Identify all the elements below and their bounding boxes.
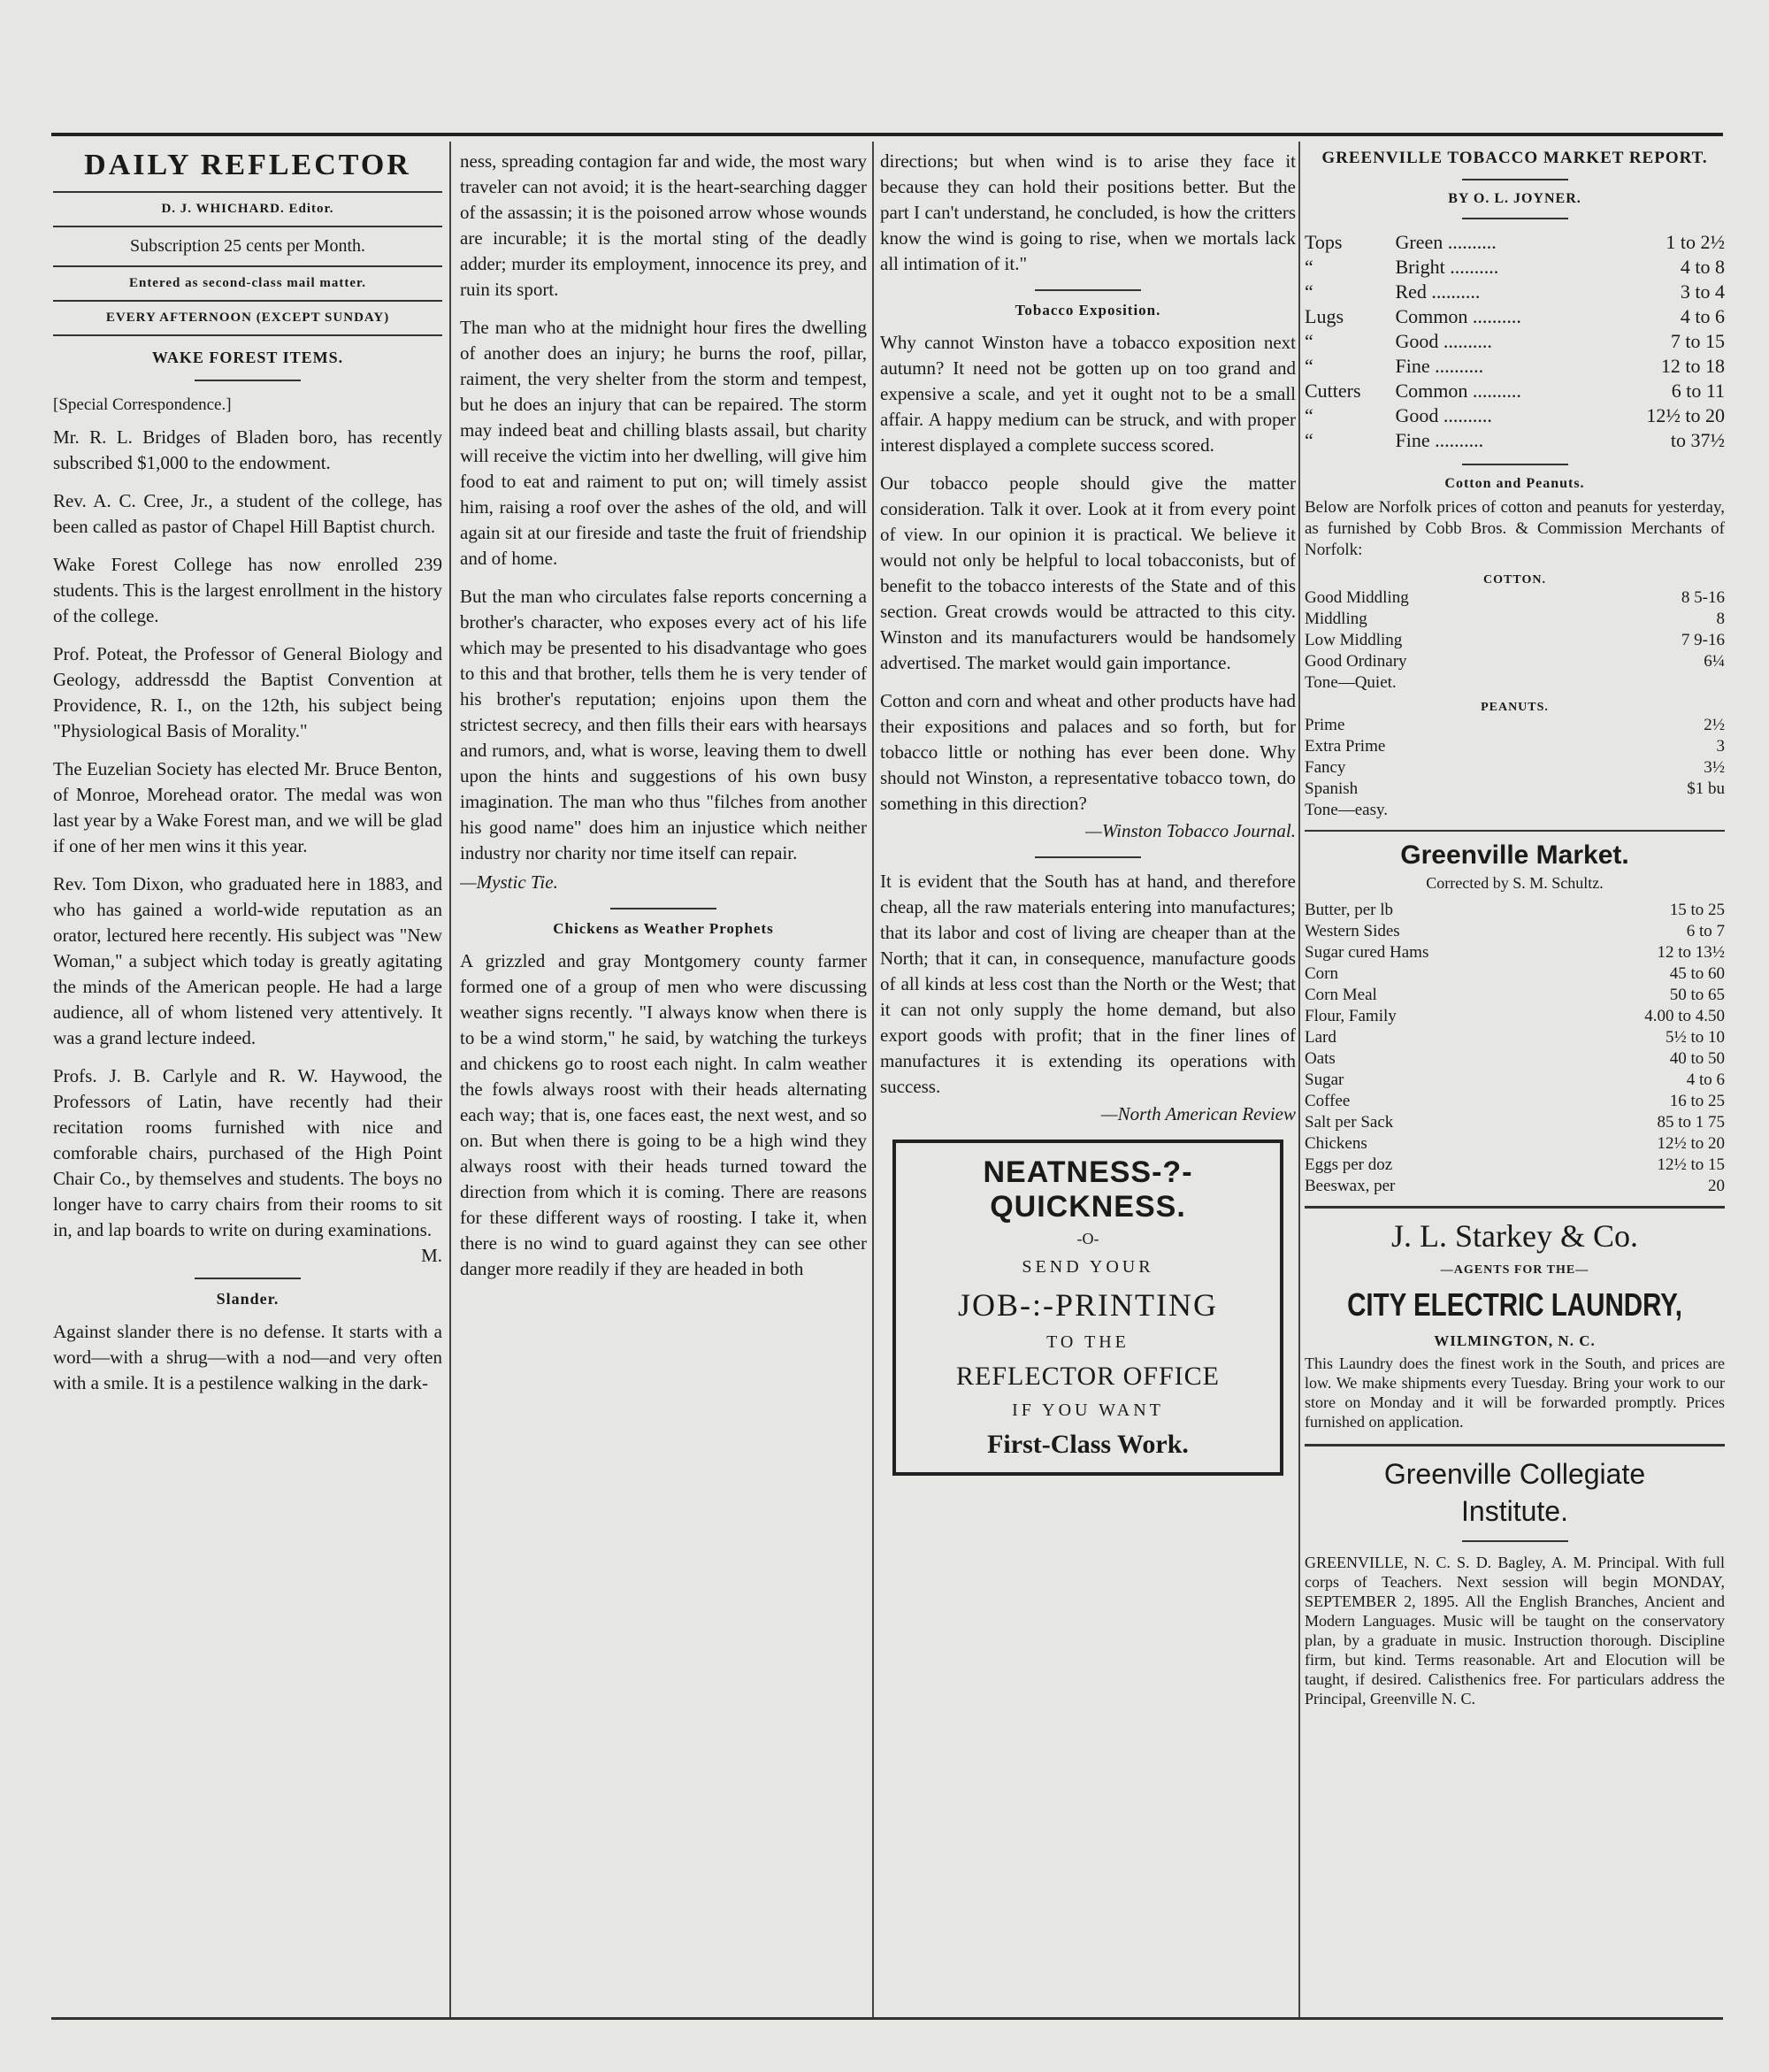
- peanut-row: [1305, 736, 1725, 757]
- peanut-row-price: 2½: [1704, 716, 1725, 734]
- market-row-label: Salt per Sack: [1305, 1113, 1394, 1132]
- tobacco-category: “: [1305, 404, 1313, 426]
- market-row: [1305, 1091, 1725, 1112]
- market-row-label: Sugar cured Hams: [1305, 943, 1429, 962]
- south-text: It is evident that the South has at hand, and therefore cheap, all the raw materials entering into manufactures; that its labor and cost of living are cheaper than at the North; that it can, in consequence, manufacture goods of all kinds at less cost than the North or the West; that it can not only supply the home demand, but also export goods with profit; that in the finer lines of manufactures it is extending its operations with success.: [880, 871, 1296, 1097]
- cotton-heading: COTTON.: [1483, 573, 1546, 587]
- masthead-editor: D. J. WHICHARD. Editor.: [161, 202, 334, 216]
- ad-to-the: TO THE: [1046, 1332, 1130, 1352]
- peanut-row: [1305, 757, 1725, 779]
- laundry-name: CITY ELECTRIC LAUNDRY,: [1347, 1286, 1682, 1323]
- market-row: [1305, 985, 1725, 1006]
- column-divider: [872, 142, 874, 2017]
- cotton-peanuts-intro: Below are Norfolk prices of cotton and peanuts for yesterday, as furnished by Cobb Bros. & Commission Merchants of Norfolk:: [1305, 498, 1725, 559]
- greenville-market-heading: Greenville Market.: [1400, 840, 1629, 870]
- masthead-schedule: EVERY AFTERNOON (EXCEPT SUNDAY): [105, 311, 390, 325]
- tobacco-price-row: [1305, 255, 1725, 280]
- tobacco-price-row: [1305, 379, 1725, 403]
- wake-forest-paragraph: Mr. R. L. Bridges of Bladen boro, has recently subscribed $1,000 to the endowment.: [53, 426, 442, 473]
- market-row-label: Corn Meal: [1305, 986, 1377, 1004]
- tobacco-expo-paragraph: Why cannot Winston have a tobacco exposition next autumn? It need not be gotten up on too grand and expensive a scale, and yet it ought not to be a small affair. A happy medium can be struck, and with proper interest displayed a complete success scored.: [880, 332, 1296, 456]
- tobacco-expo-source: —Winston Tobacco Journal.: [1085, 820, 1296, 841]
- column-1: [53, 149, 442, 1408]
- wake-forest-paragraph: Rev. A. C. Cree, Jr., a student of the college, has been called as pastor of Chapel Hill Baptist church.: [53, 490, 442, 537]
- column-divider: [449, 142, 451, 2017]
- cotton-row-label: Low Middling: [1305, 631, 1403, 649]
- tobacco-expo-heading: Tobacco Exposition.: [1015, 302, 1161, 318]
- peanut-row-price: [1594, 800, 1726, 821]
- peanut-row-label: Prime: [1305, 716, 1345, 734]
- tobacco-price-row: [1305, 280, 1725, 304]
- tobacco-market-table: [1305, 230, 1725, 453]
- tobacco-market-heading: GREENVILLE TOBACCO MARKET REPORT.: [1321, 149, 1708, 167]
- tobacco-grade: Fine ..........: [1395, 355, 1484, 377]
- wake-forest-signature: M.: [421, 1245, 442, 1266]
- market-row: [1305, 942, 1725, 963]
- tobacco-market-byline: BY O. L. JOYNER.: [1448, 191, 1581, 206]
- tobacco-grade: Good ..........: [1395, 404, 1492, 426]
- wake-forest-paragraph: The Euzelian Society has elected Mr. Bruce Benton, of Monroe, Morehead orator. The medal was won last year by a Wake Forest man, and we will be glad if one of her men wins it this year.: [53, 758, 442, 856]
- market-row-label: Beeswax, per: [1305, 1177, 1396, 1195]
- market-row: [1305, 1027, 1725, 1048]
- tobacco-price-row: [1305, 403, 1725, 428]
- bottom-rule: [51, 2017, 1723, 2020]
- column-2: [460, 149, 867, 1294]
- tobacco-price: 4 to 6: [1680, 305, 1725, 327]
- tobacco-category: “: [1305, 429, 1313, 451]
- starkey-name: J. L. Starkey & Co.: [1391, 1218, 1638, 1254]
- market-row-label: Coffee: [1305, 1092, 1351, 1110]
- ad-if-you-want: IF YOU WANT: [1012, 1401, 1164, 1420]
- cotton-row-label: Tone—Quiet.: [1305, 673, 1397, 692]
- cotton-row-label: Middling: [1305, 610, 1367, 628]
- tobacco-category: “: [1305, 355, 1313, 377]
- market-row-price: 16 to 25: [1669, 1092, 1725, 1110]
- cotton-row: [1305, 651, 1725, 672]
- tobacco-grade: Green ..........: [1395, 231, 1497, 253]
- slander-paragraph: But the man who circulates false reports concerning a brother's character, who exposes every act of his life which may be presented to his disadvantage who goes to this and that brother, tells them he is very tender of his brother's reputation; enjoins upon them the strictest secrecy, and then fills their ears with hearsays and rumors, and, what is worse, leaving them to dwell upon the hints and suggestions of his own busy imagination. The man who thus "filches from another his good name" does him an injustice which neither industry nor charity nor time itself can repair.: [460, 586, 867, 863]
- tobacco-price: 1 to 2½: [1666, 231, 1725, 253]
- market-row-price: 20: [1708, 1177, 1725, 1195]
- tobacco-price: 7 to 15: [1670, 330, 1725, 352]
- market-row-label: Butter, per lb: [1305, 901, 1394, 919]
- market-row: [1305, 1048, 1725, 1070]
- market-row-price: 12½ to 20: [1657, 1134, 1725, 1153]
- market-row-price: 40 to 50: [1669, 1049, 1725, 1068]
- wake-forest-paragraph: Wake Forest College has now enrolled 239 students. This is the largest enrollment in the history of the college.: [53, 554, 442, 626]
- tobacco-grade: Red ..........: [1395, 280, 1481, 303]
- market-row: [1305, 1070, 1725, 1091]
- peanut-row: [1305, 715, 1725, 736]
- masthead: [53, 149, 442, 336]
- slander-source: —Mystic Tie.: [460, 871, 558, 893]
- wake-forest-paragraph: Profs. J. B. Carlyle and R. W. Haywood, the Professors of Latin, have recently had their recitation rooms furnished with nice and comforable chairs, purchased of the High Point Chair Co., by themselves and students. The boys no longer have to carry chairs from their rooms to sit in, and lap boards to write on during examinations.: [53, 1065, 442, 1240]
- wake-forest-heading: WAKE FOREST ITEMS.: [151, 349, 344, 366]
- chickens-text: A grizzled and gray Montgomery county farmer formed one of a group of men who were discussing weather signs recently. "I always know when there is to be a wind storm," he said, by watching the turkeys and chickens go to roost each night. In calm weather the fowls always roost with their heads alternating each way; that is, one faces east, the next west, and so on. But when there is going to be a high wind they always roost with their heads turned toward the direction from which it is coming. There are reasons for these different ways of roosting. I take it, when there is no wind to guard against they can see other danger more readily if they are headed in both: [460, 950, 867, 1279]
- greenville-market-byline: Corrected by S. M. Schultz.: [1426, 874, 1604, 892]
- tobacco-category: “: [1305, 256, 1313, 278]
- peanut-row-label: Extra Prime: [1305, 737, 1386, 756]
- top-rule: [51, 133, 1723, 136]
- wake-forest-byline: [Special Correspondence.]: [53, 395, 232, 414]
- cotton-row: [1305, 672, 1725, 694]
- ad-send-your: SEND YOUR: [1022, 1257, 1154, 1277]
- column-3: [880, 149, 1296, 1476]
- cotton-row-price: 8 5-16: [1681, 588, 1725, 607]
- tobacco-price-row: [1305, 354, 1725, 379]
- wake-forest-paragraph: Rev. Tom Dixon, who graduated here in 1883, and who has gained a world-wide reputation as an orator, lectured here recently. His subject was "New Woman," a subject which today is greatly agitating the minds of the American people. He had a large audience, all of whom listened very attentively. It was a grand lecture indeed.: [53, 873, 442, 1048]
- market-row-label: Oats: [1305, 1049, 1336, 1068]
- institute-text: GREENVILLE, N. C. S. D. Bagley, A. M. Principal. With full corps of Teachers. Next session will begin MONDAY, SEPTEMBER 2, 1895. All the English Branches, Ancient and Modern Languages. Music will be taught on the conservatory plan, by a graduate in music. Instruction thorough. Discipline firm, but kind. Terms reasonable. Art and Elocution will be taught, if desired. Calisthenics free. For particulars address the Principal, Greenville N. C.: [1305, 1554, 1725, 1707]
- slander-paragraph: The man who at the midnight hour fires the dwelling of another does an injury; he burns the roof, pillar, raiment, the very shelter from the storm and tempest, but he does an injury that can be repaired. The storm may indeed beat and chilling blasts assail, but charity will receive the victim into her dwelling, will give him food to eat and raiment to put on; will timely assist him, raising a roof over the ashes of the old, and will again sit at our fireside and taste the fruit of friendship and of home.: [460, 317, 867, 569]
- peanut-row-label: Tone—easy.: [1305, 801, 1388, 819]
- column-4: [1305, 149, 1725, 1721]
- peanut-row: [1305, 800, 1725, 821]
- market-row-label: Western Sides: [1305, 922, 1400, 940]
- market-row-price: 4 to 6: [1686, 1071, 1725, 1089]
- tobacco-category: “: [1305, 280, 1313, 303]
- chickens-text-continued: directions; but when wind is to arise they face it because they can hold their positions better. But the part I can't understand, he concluded, is how the critters know the wind is going to rise, when we mortals lack all intimation of it.": [880, 150, 1296, 274]
- laundry-text: This Laundry does the finest work in the South, and prices are low. We make shipments every Tuesday. Bring your work to our store on Monday and it will be forwarded promptly. Prices furnished on application.: [1305, 1354, 1725, 1431]
- market-row-label: Flour, Family: [1305, 1007, 1397, 1025]
- tobacco-category: Tops: [1305, 231, 1343, 253]
- tobacco-expo-paragraph: Cotton and corn and wheat and other products have had their expositions and palaces and so forth, but for tobacco little or nothing has ever been done. Why should not Winston, a representative tobacco town, do something in this direction?: [880, 690, 1296, 814]
- peanut-row-price: $1 bu: [1687, 779, 1725, 798]
- market-row: [1305, 1133, 1725, 1155]
- peanut-row-price: 3½: [1704, 758, 1725, 777]
- market-row: [1305, 1176, 1725, 1197]
- market-row-label: Chickens: [1305, 1134, 1367, 1153]
- cotton-peanuts-heading: Cotton and Peanuts.: [1444, 476, 1585, 491]
- market-row-label: Eggs per doz: [1305, 1155, 1393, 1174]
- cotton-row-price: 6¼: [1704, 652, 1725, 671]
- market-row-price: 5½ to 10: [1665, 1028, 1725, 1047]
- masthead-title: DAILY REFLECTOR: [84, 149, 411, 181]
- masthead-entered: Entered as second-class mail matter.: [128, 276, 367, 290]
- tobacco-category: Cutters: [1305, 380, 1361, 402]
- institute-name: Greenville Collegiate Institute.: [1383, 1458, 1646, 1527]
- tobacco-price: 3 to 4: [1680, 280, 1725, 303]
- slander-text: Against slander there is no defense. It starts with a word—with a shrug—with a nod—and very often with a smile. It is a pestilence walking in the dark-: [53, 1321, 442, 1393]
- masthead-subscription: Subscription 25 cents per Month.: [129, 236, 366, 256]
- market-row-price: 12½ to 15: [1657, 1155, 1725, 1174]
- cotton-row: [1305, 587, 1725, 609]
- market-row-label: Lard: [1305, 1028, 1336, 1047]
- peanut-row-label: Spanish: [1305, 779, 1359, 798]
- ad-o: -O-: [1076, 1230, 1099, 1247]
- cotton-row: [1305, 630, 1725, 651]
- tobacco-price: 4 to 8: [1680, 256, 1725, 278]
- greenville-market-table: [1305, 900, 1725, 1197]
- south-source: —North American Review: [1100, 1103, 1296, 1124]
- tobacco-price: to 37½: [1670, 429, 1725, 451]
- peanuts-heading: PEANUTS.: [1481, 701, 1549, 714]
- cotton-row-label: Good Ordinary: [1305, 652, 1407, 671]
- cotton-row: [1305, 609, 1725, 630]
- tobacco-grade: Common ..........: [1395, 380, 1521, 402]
- tobacco-grade: Good ..........: [1395, 330, 1492, 352]
- peanut-row-label: Fancy: [1305, 758, 1346, 777]
- cotton-row-label: Good Middling: [1305, 588, 1409, 607]
- tobacco-price: 12½ to 20: [1646, 404, 1725, 426]
- slander-heading: Slander.: [216, 1290, 280, 1308]
- job-printing-ad: [892, 1140, 1283, 1476]
- market-row: [1305, 900, 1725, 921]
- laundry-city: WILMINGTON, N. C.: [1434, 1332, 1596, 1349]
- chickens-heading: Chickens as Weather Prophets: [553, 920, 774, 937]
- cotton-table: [1305, 587, 1725, 694]
- market-row-label: Corn: [1305, 964, 1338, 983]
- market-row-price: 50 to 65: [1669, 986, 1725, 1004]
- market-row-price: 85 to 1 75: [1657, 1113, 1725, 1132]
- cotton-row-price: 7 9-16: [1681, 631, 1725, 649]
- market-row-price: 45 to 60: [1669, 964, 1725, 983]
- ad-first-class: First-Class Work.: [987, 1430, 1189, 1459]
- tobacco-grade: Bright ..........: [1395, 256, 1499, 278]
- market-row-price: 15 to 25: [1669, 901, 1725, 919]
- starkey-agents: —AGENTS FOR THE—: [1440, 1263, 1589, 1277]
- cotton-row-price: 8: [1716, 610, 1725, 628]
- peanut-row-price: 3: [1716, 737, 1725, 756]
- slander-paragraph: ness, spreading contagion far and wide, the most wary traveler can not avoid; it is the heart-searching dagger of the assassin; it is the poisoned arrow whose wounds are incurable; it is the mortal sting of the deadly adder; murder its employment, innocence its prey, and ruin its sport.: [460, 150, 867, 300]
- tobacco-price-row: [1305, 230, 1725, 255]
- market-row-price: 4.00 to 4.50: [1644, 1007, 1725, 1025]
- market-row: [1305, 921, 1725, 942]
- peanut-row: [1305, 779, 1725, 800]
- tobacco-grade: Common ..........: [1395, 305, 1521, 327]
- tobacco-expo-paragraph: Our tobacco people should give the matter consideration. Talk it over. Look at it from every point of view. In our opinion it is practical. We believe it would not only be helpful to local tobacconists, but of benefit to the tobacco interests of the State and of this section. Great crowds would be attracted to this city. Winston and its manufacturers would be handsomely advertised. The market would gain importance.: [880, 472, 1296, 673]
- ad-job-printing: JOB-:-PRINTING: [958, 1287, 1218, 1323]
- market-row: [1305, 1006, 1725, 1027]
- ad-neatness: NEATNESS-?-QUICKNESS.: [983, 1155, 1193, 1224]
- tobacco-price: 12 to 18: [1660, 355, 1725, 377]
- market-row-price: 6 to 7: [1686, 922, 1725, 940]
- tobacco-category: “: [1305, 330, 1313, 352]
- cotton-row-price: [1601, 672, 1725, 694]
- market-row-price: 12 to 13½: [1657, 943, 1725, 962]
- peanut-table: [1305, 715, 1725, 821]
- tobacco-grade: Fine ..........: [1395, 429, 1484, 451]
- ad-reflector-office: REFLECTOR OFFICE: [956, 1362, 1220, 1391]
- market-row: [1305, 1155, 1725, 1176]
- market-row-label: Sugar: [1305, 1071, 1344, 1089]
- market-row: [1305, 963, 1725, 985]
- tobacco-category: Lugs: [1305, 305, 1344, 327]
- column-divider: [1298, 142, 1300, 2017]
- market-row: [1305, 1112, 1725, 1133]
- tobacco-price-row: [1305, 428, 1725, 453]
- tobacco-price: 6 to 11: [1671, 380, 1725, 402]
- tobacco-price-row: [1305, 304, 1725, 329]
- tobacco-price-row: [1305, 329, 1725, 354]
- wake-forest-paragraph: Prof. Poteat, the Professor of General Biology and Geology, addressdd the Baptist Convention at Providence, R. I., on the 12th, his subject being "Physiological Basis of Morality.": [53, 643, 442, 741]
